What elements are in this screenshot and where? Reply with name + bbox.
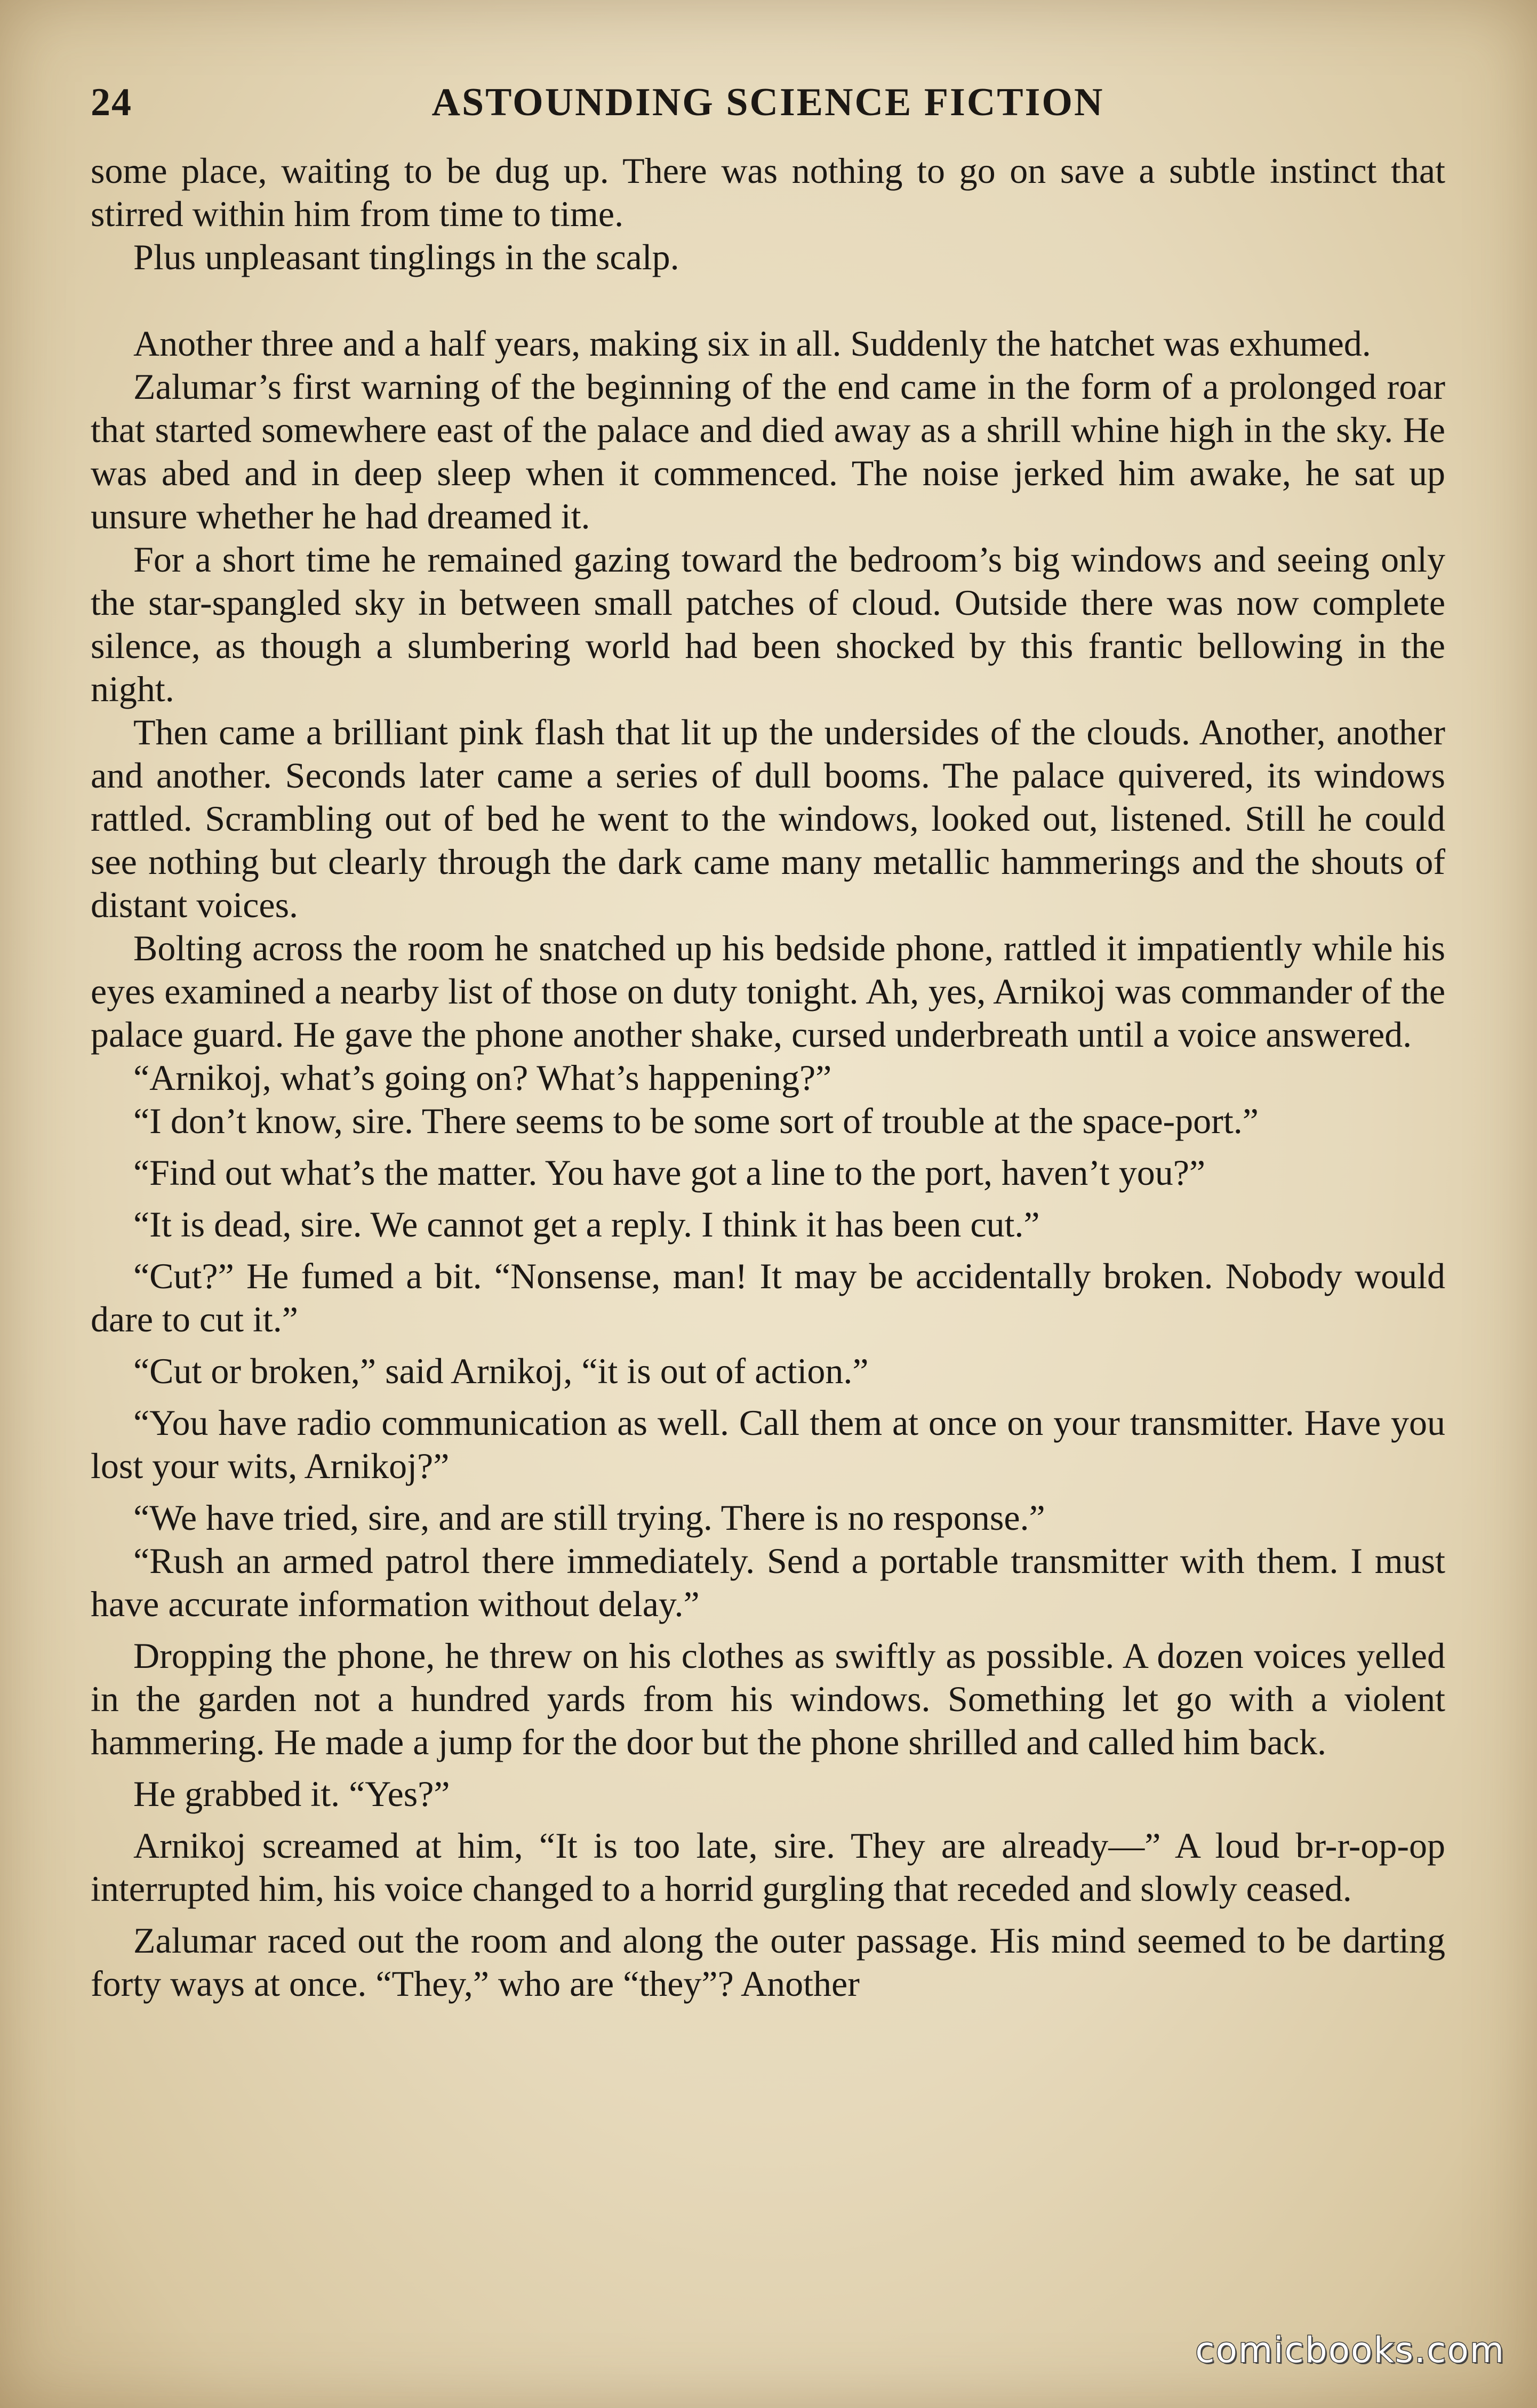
paragraph: Zalumar’s first warning of the beginning of the end came in the form of a prolonged roar that started somewhere east of the palace and died away as a shrill whine high in the sky. He was abed and in deep sleep when it commenced. The noise jerked him awake, he sat up unsure whether he had dreamed it. (91, 366, 1445, 536)
site-watermark: comicbooks.com (1195, 2330, 1505, 2371)
paragraph: “You have radio communication as well. Call them at once on your transmitter. Have you lost your wits, Arnikoj?” (91, 1402, 1445, 1486)
paragraph: “Find out what’s the matter. You have got a line to the port, haven’t you?” (133, 1152, 1206, 1193)
paragraph: “Rush an armed patrol there immediately. Send a portable transmitter with them. I must have accurate information without delay.” (91, 1540, 1445, 1624)
paragraph: “I don’t know, sire. There seems to be some sort of trouble at the space-port.” (133, 1101, 1259, 1141)
paragraph: “We have tried, sire, and are still trying. There is no response.” (133, 1497, 1045, 1538)
paragraph: “Cut or broken,” said Arnikoj, “it is out of action.” (133, 1351, 869, 1391)
paragraph: Then came a brilliant pink flash that lit up the undersides of the clouds. Another, another and another. Seconds later came a series of dull booms. The palace quivered, its windows rattled. Scrambling out of bed he went to the windows, looked out, listened. Still he could see nothing but clearly through the dark came many metallic hammerings and the shouts of distant voices. (91, 712, 1445, 925)
story-text (91, 149, 1445, 2005)
paragraph: Zalumar raced out the room and along the outer passage. His mind seemed to be darting forty ways at once. “They,” who are “they”? Another (91, 1920, 1445, 2004)
page-header (91, 80, 1445, 133)
paragraph: “Arnikoj, what’s going on? What’s happening?” (133, 1057, 832, 1098)
paragraph: Another three and a half years, making six in all. Suddenly the hatchet was exhumed. (133, 323, 1371, 364)
paragraph: “It is dead, sire. We cannot get a reply. I think it has been cut.” (133, 1204, 1040, 1245)
paragraph: Plus unpleasant tinglings in the scalp. (133, 237, 679, 277)
paragraph: “Cut?” He fumed a bit. “Nonsense, man! It may be accidentally broken. Nobody would dare to cut it.” (91, 1256, 1445, 1339)
paragraph: Arnikoj screamed at him, “It is too late, sire. They are already—” A loud br-r-op-op interrupted him, his voice changed to a horrid gurgling that receded and slowly ceased. (91, 1825, 1445, 1909)
paragraph: He grabbed it. “Yes?” (133, 1773, 450, 1814)
page-number: 24 (91, 81, 132, 124)
paragraph: Bolting across the room he snatched up his bedside phone, rattled it impatiently while his eyes examined a nearby list of those on duty tonight. Ah, yes, Arnikoj was commander of the palace guard. He gave the phone another shake, cursed underbreath until a voice answered. (91, 928, 1445, 1055)
paragraph: Dropping the phone, he threw on his clothes as swiftly as possible. A dozen voices yelled in the garden not a hundred yards from his windows. Something let go with a violent hammering. He made a jump for the door but the phone shrilled and called him back. (91, 1635, 1445, 1762)
running-title: ASTOUNDING SCIENCE FICTION (431, 81, 1104, 124)
paragraph: For a short time he remained gazing toward the bedroom’s big windows and seeing only the star-spangled sky in between small patches of cloud. Outside there was now complete silence, as though a slumbering world had been shocked by this frantic bellowing in the night. (91, 539, 1445, 709)
paragraph: some place, waiting to be dug up. There was nothing to go on save a subtle instinct that stirred within him from time to time. (91, 150, 1445, 234)
